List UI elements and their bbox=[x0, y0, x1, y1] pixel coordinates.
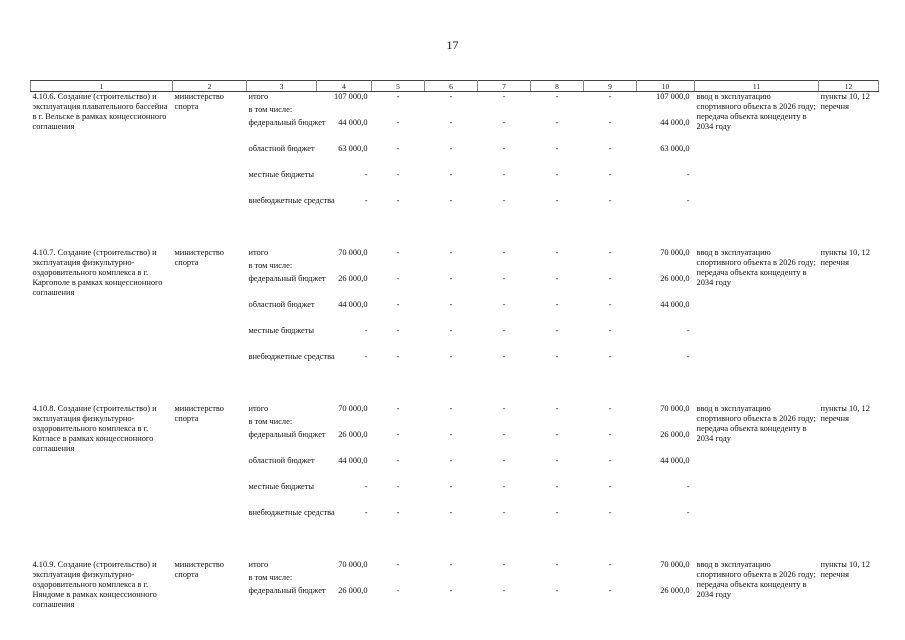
table-body bbox=[31, 92, 879, 613]
column-header: 9 bbox=[584, 81, 637, 92]
project-description: 4.10.9. Создание (строительство) и эксплуатация физкультурно-оздоровительного комплекса в г. Няндоме в рамках концессионного соглашения bbox=[32, 560, 157, 609]
amount-col6 bbox=[425, 573, 478, 586]
amount-col5: - bbox=[396, 170, 400, 179]
amount-col4: 26 000,0 bbox=[338, 586, 368, 595]
project-description: 4.10.6. Создание (строительство) и эксплуатация плавательного бассейна в г. Вельске в рамках концессионного соглашения bbox=[32, 92, 168, 131]
amount-col8 bbox=[531, 105, 584, 118]
amount-col7: - bbox=[502, 144, 506, 153]
project-description: 4.10.8. Создание (строительство) и эксплуатация физкультурно-оздоровительного комплекса в г. Котласе в рамках концессионного соглашения bbox=[32, 404, 157, 453]
amount-col10: 70 000,0 bbox=[660, 404, 690, 413]
amount-col10: - bbox=[686, 170, 690, 179]
amount-col8: - bbox=[555, 352, 559, 361]
amount-col5: - bbox=[396, 92, 400, 101]
amount-col5: - bbox=[396, 118, 400, 127]
amount-col4: 63 000,0 bbox=[338, 144, 368, 153]
funding-source-label: местные бюджеты bbox=[248, 170, 315, 179]
amount-col10: 44 000,0 bbox=[660, 456, 690, 465]
project-responsible: министерство спорта bbox=[174, 92, 224, 111]
amount-col4: 44 000,0 bbox=[338, 456, 368, 465]
amount-col5: - bbox=[396, 196, 400, 205]
amount-col8: - bbox=[555, 456, 559, 465]
amount-col9: - bbox=[608, 560, 612, 569]
amount-col6: - bbox=[449, 586, 453, 595]
amount-col8: - bbox=[555, 430, 559, 439]
amount-col5: - bbox=[396, 300, 400, 309]
amount-col5 bbox=[372, 261, 425, 274]
project-result: ввод в эксплуатацию спортивного объекта в 2026 году; передача объекта концеденту в 2034 году bbox=[696, 92, 816, 131]
amount-col5: - bbox=[396, 560, 400, 569]
amount-col7: - bbox=[502, 404, 506, 413]
amount-col8 bbox=[531, 417, 584, 430]
amount-col6: - bbox=[449, 404, 453, 413]
amount-col7 bbox=[478, 417, 531, 430]
amount-col5: - bbox=[396, 456, 400, 465]
amount-col4: - bbox=[364, 482, 368, 491]
amount-col9: - bbox=[608, 118, 612, 127]
project-points: пункты 10, 12 перечня bbox=[820, 92, 870, 111]
amount-col8: - bbox=[555, 92, 559, 101]
amount-col6: - bbox=[449, 300, 453, 309]
amount-col9: - bbox=[608, 196, 612, 205]
amount-col9: - bbox=[608, 248, 612, 257]
amount-col4: 26 000,0 bbox=[338, 430, 368, 439]
column-header: 10 bbox=[637, 81, 695, 92]
amount-col8: - bbox=[555, 326, 559, 335]
amount-col8: - bbox=[555, 144, 559, 153]
amount-col10 bbox=[637, 105, 695, 118]
amount-col8: - bbox=[555, 274, 559, 283]
amount-col9 bbox=[584, 573, 637, 586]
amount-col6: - bbox=[449, 196, 453, 205]
amount-col10 bbox=[637, 261, 695, 274]
project-result: ввод в эксплуатацию спортивного объекта в 2026 году; передача объекта концеденту в 2034 году bbox=[696, 404, 816, 443]
funding-source-label: в том числе: bbox=[248, 261, 293, 270]
funding-source-label: итого bbox=[248, 92, 269, 101]
amount-col10: 26 000,0 bbox=[660, 430, 690, 439]
amount-col10: - bbox=[686, 482, 690, 491]
amount-col8: - bbox=[555, 586, 559, 595]
amount-col8 bbox=[531, 573, 584, 586]
amount-col6: - bbox=[449, 118, 453, 127]
amount-col9: - bbox=[608, 326, 612, 335]
amount-col6 bbox=[425, 105, 478, 118]
project-result: ввод в эксплуатацию спортивного объекта в 2026 году; передача объекта концеденту в 2034 году bbox=[696, 248, 816, 287]
amount-col9: - bbox=[608, 404, 612, 413]
amount-col6: - bbox=[449, 456, 453, 465]
amount-col10: - bbox=[686, 196, 690, 205]
amount-col5: - bbox=[396, 144, 400, 153]
amount-col7: - bbox=[502, 508, 506, 517]
amount-col10 bbox=[637, 417, 695, 430]
amount-col4: - bbox=[364, 326, 368, 335]
project-points: пункты 10, 12 перечня bbox=[820, 560, 870, 579]
amount-col5: - bbox=[396, 430, 400, 439]
amount-col9: - bbox=[608, 456, 612, 465]
amount-col7: - bbox=[502, 118, 506, 127]
amount-col7: - bbox=[502, 248, 506, 257]
amount-col4: 44 000,0 bbox=[338, 300, 368, 309]
column-header: 1 bbox=[31, 81, 173, 92]
amount-col9: - bbox=[608, 430, 612, 439]
amount-col4: 70 000,0 bbox=[338, 404, 368, 413]
amount-col6: - bbox=[449, 274, 453, 283]
project-row bbox=[31, 248, 879, 261]
amount-col6: - bbox=[449, 482, 453, 491]
amount-col6: - bbox=[449, 170, 453, 179]
funding-source-label: в том числе: bbox=[248, 105, 293, 114]
amount-col10: 44 000,0 bbox=[660, 300, 690, 309]
amount-col9: - bbox=[608, 300, 612, 309]
project-points: пункты 10, 12 перечня bbox=[820, 248, 870, 267]
amount-col4: 44 000,0 bbox=[338, 118, 368, 127]
amount-col9: - bbox=[608, 508, 612, 517]
column-header: 5 bbox=[372, 81, 425, 92]
amount-col9 bbox=[584, 105, 637, 118]
amount-col10 bbox=[637, 573, 695, 586]
amount-col7: - bbox=[502, 560, 506, 569]
amount-col4: 26 000,0 bbox=[338, 274, 368, 283]
column-header: 7 bbox=[478, 81, 531, 92]
amount-col9: - bbox=[608, 352, 612, 361]
amount-col8 bbox=[531, 261, 584, 274]
project-row bbox=[31, 404, 879, 417]
funding-source-label: итого bbox=[248, 404, 269, 413]
amount-col5: - bbox=[396, 274, 400, 283]
amount-col6: - bbox=[449, 430, 453, 439]
amount-col10: 26 000,0 bbox=[660, 586, 690, 595]
budget-table bbox=[30, 80, 879, 612]
amount-col7: - bbox=[502, 482, 506, 491]
amount-col5: - bbox=[396, 508, 400, 517]
amount-col6 bbox=[425, 261, 478, 274]
amount-col9: - bbox=[608, 586, 612, 595]
amount-col6: - bbox=[449, 352, 453, 361]
amount-col4: - bbox=[364, 352, 368, 361]
header-row bbox=[31, 81, 879, 92]
amount-col8: - bbox=[555, 118, 559, 127]
amount-col8: - bbox=[555, 508, 559, 517]
amount-col7: - bbox=[502, 300, 506, 309]
amount-col5: - bbox=[396, 404, 400, 413]
funding-source-label: итого bbox=[248, 560, 269, 569]
funding-source-label: федеральный бюджет bbox=[248, 118, 326, 127]
funding-source-label: областной бюджет bbox=[248, 300, 315, 309]
amount-col7: - bbox=[502, 352, 506, 361]
amount-col4: 107 000,0 bbox=[334, 92, 368, 101]
amount-col8: - bbox=[555, 560, 559, 569]
spacer-row bbox=[31, 378, 879, 404]
amount-col7 bbox=[478, 105, 531, 118]
amount-col9 bbox=[584, 261, 637, 274]
amount-col4: - bbox=[364, 508, 368, 517]
project-row bbox=[31, 92, 879, 106]
funding-source-label: внебюджетные средства bbox=[248, 508, 335, 517]
amount-col4 bbox=[317, 573, 372, 586]
amount-col10: - bbox=[686, 508, 690, 517]
column-header: 2 bbox=[173, 81, 247, 92]
column-header: 3 bbox=[247, 81, 317, 92]
amount-col10: 70 000,0 bbox=[660, 560, 690, 569]
amount-col6: - bbox=[449, 560, 453, 569]
funding-source-label: федеральный бюджет bbox=[248, 274, 326, 283]
funding-source-label: местные бюджеты bbox=[248, 326, 315, 335]
funding-source-label: внебюджетные средства bbox=[248, 352, 335, 361]
amount-col7: - bbox=[502, 274, 506, 283]
amount-col8: - bbox=[555, 482, 559, 491]
spacer-row bbox=[31, 222, 879, 248]
amount-col10: - bbox=[686, 352, 690, 361]
amount-col10: - bbox=[686, 326, 690, 335]
amount-col9: - bbox=[608, 92, 612, 101]
project-responsible: министерство спорта bbox=[174, 404, 224, 423]
amount-col8: - bbox=[555, 196, 559, 205]
amount-col6 bbox=[425, 417, 478, 430]
amount-col4: 70 000,0 bbox=[338, 560, 368, 569]
project-result: ввод в эксплуатацию спортивного объекта в 2026 году; передача объекта концеденту в 2034 году bbox=[696, 560, 816, 599]
amount-col7: - bbox=[502, 430, 506, 439]
amount-col5: - bbox=[396, 586, 400, 595]
amount-col7: - bbox=[502, 92, 506, 101]
amount-col6: - bbox=[449, 144, 453, 153]
column-header: 11 bbox=[695, 81, 819, 92]
amount-col5 bbox=[372, 417, 425, 430]
project-description: 4.10.7. Создание (строительство) и эксплуатация физкультурно-оздоровительного комплекса в г. Каргополе в рамках концессионного соглашения bbox=[32, 248, 163, 297]
funding-source-label: федеральный бюджет bbox=[248, 586, 326, 595]
column-header: 4 bbox=[317, 81, 372, 92]
amount-col6: - bbox=[449, 508, 453, 517]
amount-col5: - bbox=[396, 326, 400, 335]
amount-col4 bbox=[317, 261, 372, 274]
amount-col4: 70 000,0 bbox=[338, 248, 368, 257]
amount-col6: - bbox=[449, 248, 453, 257]
amount-col7 bbox=[478, 573, 531, 586]
amount-col5 bbox=[372, 573, 425, 586]
amount-col9: - bbox=[608, 144, 612, 153]
amount-col7 bbox=[478, 261, 531, 274]
amount-col6: - bbox=[449, 326, 453, 335]
project-points: пункты 10, 12 перечня bbox=[820, 404, 870, 423]
spacer-cell bbox=[31, 222, 879, 248]
amount-col9: - bbox=[608, 170, 612, 179]
amount-col5 bbox=[372, 105, 425, 118]
project-row bbox=[31, 560, 879, 573]
amount-col8: - bbox=[555, 248, 559, 257]
amount-col9: - bbox=[608, 482, 612, 491]
amount-col10: 26 000,0 bbox=[660, 274, 690, 283]
amount-col4 bbox=[317, 417, 372, 430]
amount-col7: - bbox=[502, 586, 506, 595]
funding-source-label: в том числе: bbox=[248, 417, 293, 426]
amount-col5: - bbox=[396, 248, 400, 257]
funding-source-label: местные бюджеты bbox=[248, 482, 315, 491]
amount-col7: - bbox=[502, 196, 506, 205]
amount-col8: - bbox=[555, 300, 559, 309]
amount-col7: - bbox=[502, 170, 506, 179]
amount-col10: 70 000,0 bbox=[660, 248, 690, 257]
column-header: 6 bbox=[425, 81, 478, 92]
amount-col4: - bbox=[364, 196, 368, 205]
project-responsible: министерство спорта bbox=[174, 248, 224, 267]
funding-source-label: областной бюджет bbox=[248, 144, 315, 153]
funding-source-label: в том числе: bbox=[248, 573, 293, 582]
funding-source-label: внебюджетные средства bbox=[248, 196, 335, 205]
amount-col10: 44 000,0 bbox=[660, 118, 690, 127]
amount-col7: - bbox=[502, 326, 506, 335]
column-header: 12 bbox=[819, 81, 879, 92]
amount-col5: - bbox=[396, 482, 400, 491]
amount-col7: - bbox=[502, 456, 506, 465]
amount-col4 bbox=[317, 105, 372, 118]
spacer-cell bbox=[31, 534, 879, 560]
amount-col8: - bbox=[555, 170, 559, 179]
page-number: 17 bbox=[446, 38, 459, 52]
amount-col6: - bbox=[449, 92, 453, 101]
amount-col9 bbox=[584, 417, 637, 430]
spacer-cell bbox=[31, 378, 879, 404]
funding-source-label: федеральный бюджет bbox=[248, 430, 326, 439]
amount-col8: - bbox=[555, 404, 559, 413]
amount-col10: 63 000,0 bbox=[660, 144, 690, 153]
amount-col5: - bbox=[396, 352, 400, 361]
funding-source-label: итого bbox=[248, 248, 269, 257]
amount-col9: - bbox=[608, 274, 612, 283]
amount-col10: 107 000,0 bbox=[656, 92, 690, 101]
column-header: 8 bbox=[531, 81, 584, 92]
amount-col4: - bbox=[364, 170, 368, 179]
spacer-row bbox=[31, 534, 879, 560]
funding-source-label: областной бюджет bbox=[248, 456, 315, 465]
project-responsible: министерство спорта bbox=[174, 560, 224, 579]
